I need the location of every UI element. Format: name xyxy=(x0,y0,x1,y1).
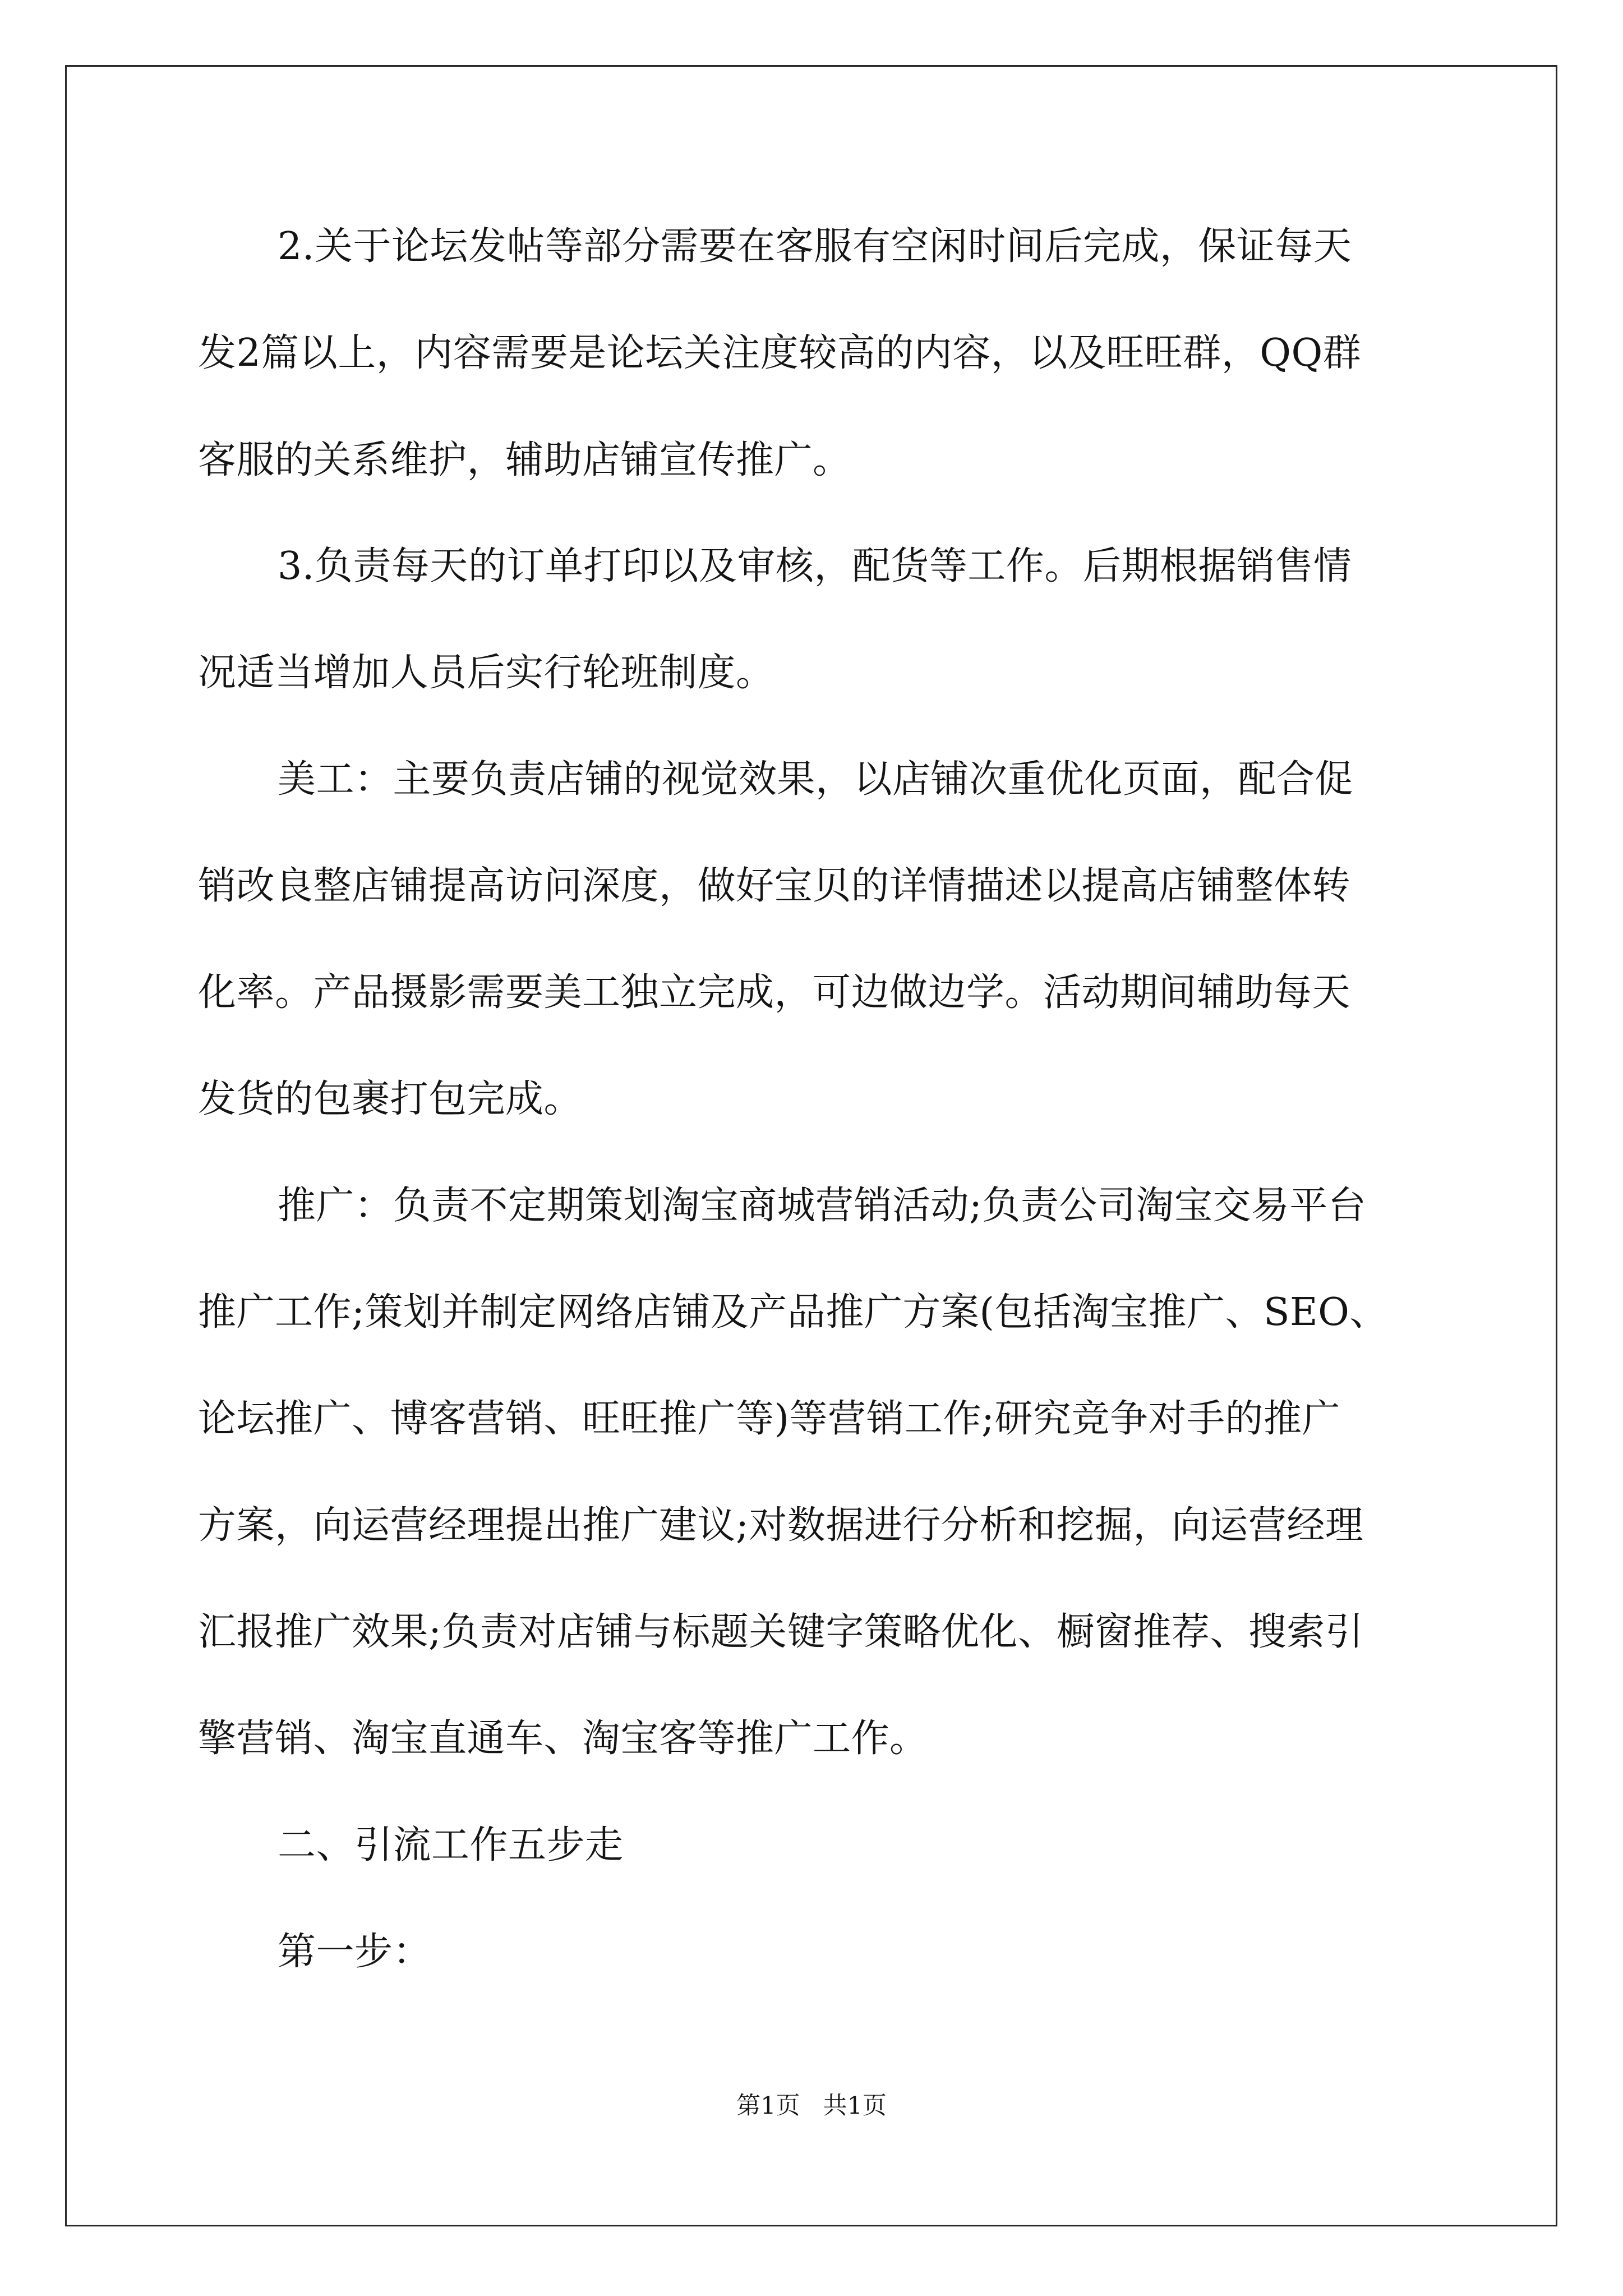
paragraph-1-line-3: 客服的关系维护，辅助店铺宣传推广。 xyxy=(198,438,851,482)
step-one-label: 第一步： xyxy=(278,1930,432,1974)
paragraph-1-line-1: 2.关于论坛发帖等部分需要在客服有空闲时间后完成，保证每天 xyxy=(278,224,1352,269)
paragraph-3-line-1: 美工：主要负责店铺的视觉效果，以店铺次重优化页面，配合促 xyxy=(278,757,1354,802)
paragraph-3-line-2: 销改良整店铺提高访问深度，做好宝贝的详情描述以提高店铺整体转 xyxy=(198,864,1351,908)
paragraph-4-line-4: 方案，向运营经理提出推广建议;对数据进行分析和挖掘，向运营经理 xyxy=(198,1503,1364,1548)
paragraph-4-line-1: 推广：负责不定期策划淘宝商城营销活动;负责公司淘宝交易平台 xyxy=(278,1184,1367,1228)
paragraph-2-line-2: 况适当增加人员后实行轮班制度。 xyxy=(198,651,774,695)
paragraph-4-line-2: 推广工作;策划并制定网络店铺及产品推广方案(包括淘宝推广、SEO、 xyxy=(198,1290,1388,1335)
paragraph-4-line-3: 论坛推广、博客营销、旺旺推广等)等营销工作;研究竞争对手的推广 xyxy=(198,1397,1340,1441)
paragraph-4-line-6: 擎营销、淘宝直通车、淘宝客等推广工作。 xyxy=(198,1717,928,1761)
paragraph-4-line-5: 汇报推广效果;负责对店铺与标题关键字策略优化、橱窗推荐、搜索引 xyxy=(198,1610,1364,1654)
paragraph-3-line-4: 发货的包裹打包完成。 xyxy=(198,1077,583,1121)
page-border xyxy=(65,65,1557,2226)
paragraph-1-line-2: 发2篇以上，内容需要是论坛关注度较高的内容，以及旺旺群，QQ群 xyxy=(198,331,1362,375)
page-footer: 第1页 共1页 xyxy=(736,2092,887,2120)
paragraph-3-line-3: 化率。产品摄影需要美工独立完成，可边做边学。活动期间辅助每天 xyxy=(198,970,1351,1015)
section-heading: 二、引流工作五步走 xyxy=(278,1823,624,1867)
paragraph-2-line-1: 3.负责每天的订单打印以及审核，配货等工作。后期根据销售情 xyxy=(278,544,1352,588)
